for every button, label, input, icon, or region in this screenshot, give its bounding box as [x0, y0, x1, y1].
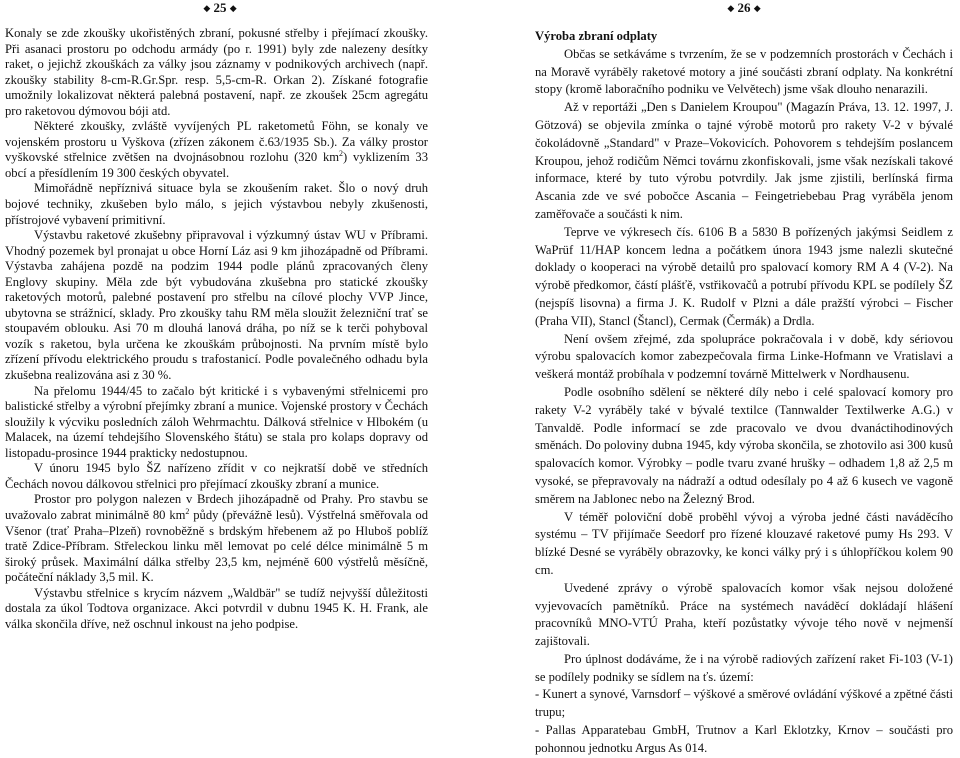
page-number-text: 26 — [737, 0, 751, 15]
paragraph: Až v reportáži „Den s Danielem Kroupou" (Magazín Práva, 13. 12. 1997, J. Götzová) se objevila zmínka o tajné výrobě motorů pro rakety V-2 v bývalé čokoládovně „Standard" v Praze–Vokovicích. Pohovorem s tehdejším poslancem Kroupou, jehož rodičům Němci továrnu zkonfiskovali, jsme však nezískali takové informace, které by tuto výrobu potvrdily. Jak jsme zjistili, berlínská firma Ascania zde ve své pobočce Ascania – Feingetriebebau Prag vyráběla jenom zaměřovače a součásti k nim. — [535, 100, 953, 221]
page-number-right — [535, 0, 953, 16]
list-item: - Kunert a synové, Varnsdorf – výškové a směrové ovládání výškové a zpětné části trupu; — [535, 687, 953, 720]
right-page-body — [535, 28, 953, 758]
diamond-ornament-icon: ◆ — [727, 3, 735, 13]
diamond-ornament-icon: ◆ — [229, 3, 237, 13]
paragraph: Podle osobního sdělení se některé díly nebo i celé spalovací komory pro rakety V-2 vyráběly také v bývalé textilce (Tannwalder Textilwerke A.G.) v Tanvaldě. Podle informací se zde pracovalo ve dvou dvanáctihodinových směnách. Do poloviny dubna 1945, kdy výroba skončila, se zhotovilo asi 300 kusů spalovacích komor. Výrobky – podle tvaru zvané hrušky – odhadem 1,8 až 2,5 m vysoké, se přepravovaly na nádraží a odtud odesílaly po 4 až 6 kusech ve vagoně směrem na Jablonec nebo na Železný Brod. — [535, 384, 953, 506]
paragraph: Výstavbu střelnice s krycím názvem „Waldbär" se tudíž nejvyšší důležitosti dostala za úkol Todtova organizace. Akci potvrdil v dubnu 1945 K. H. Frank, ale válka skončila dříve, než oschnul inkoust na jeho podpise. — [5, 585, 428, 631]
paragraph: Mimořádně nepříznivá situace byla se zkoušením raket. Šlo o nový druh bojové techniky, zkušeben bylo málo, s jejich výstavbou nebyly zkušenosti, přístrojové vybavení primitivní. — [5, 181, 428, 227]
paragraph: Není ovšem zřejmé, zda spolupráce pokračovala i v době, kdy sériovou výrobu spalovacích komor zabezpečovala firma Linke-Hofmann ve Vratislavi a veškerá montáž probíhala v podzemní továrně Mittelwerk v Nordhausenu. — [535, 331, 953, 382]
paragraph: Některé zkoušky, zvláště vyvíjených PL raketometů Föhn, se konaly ve vojenském prostoru u Vyškova (zřízen zákonem č.63/1935 Sb.). Za války prostor vyškovské střelnice zvětšen na dvojnásobnou rozlohu (320 $km^2$) vyklizením 33 obcí a přesídlením 19 300 českých obyvatel. — [5, 119, 428, 180]
left-page — [0, 0, 440, 650]
list-item: - Pallas Apparatebau GmbH, Trutnov a Karl Eklotzky, Krnov – součásti pro pohonnou jednotku Argus As 014. — [535, 723, 953, 755]
section-heading: Výroba zbraní odplaty — [535, 29, 658, 43]
paragraph: Výstavbu raketové zkušebny připravoval i výzkumný ústav WU v Příbrami. Vhodný pozemek byl pronajat u obce Horní Láz asi 9 km jihozápadně od Příbrami. Výstavba zahájena pozdě na podzim 1944 podle plánů zpracovaných členy Englovy skupiny. Měla zde být vybudována zkušebna pro statické zkoušky raketových motorů, palebné postavení pro střelbu na cílové plochy VVP Jince, ubytovna se strážnicí, sklady. Pro zkoušky tahu RM měla sloužit železniční trať se stoupavém oblouku. Asi 70 m dlouhá lanová dráha, po níž se k terči pohyboval vozík s raketou, byla určena ke zkouškám průbojnosti. Na prvním místě bylo zřízení přívodu elektrického proudu s trafostanicí. Podle povalečného odhadu byla zkušebna realizována asi z 30 %. — [5, 228, 428, 383]
page-number-left — [0, 0, 440, 16]
paragraph: Uvedené zprávy o výrobě spalovacích komor však nejsou doložené vyjevovacích pamětníků. Práce na systémech naváděcí dokládají hlášení pracovníků MNO-VTÚ Praha, kteří pozůstatky vývoje tého nově v nejmenší zajištovali. — [535, 580, 953, 649]
page-number-text: 25 — [213, 0, 227, 15]
paragraph: Na přelomu 1944/45 to začalo být kritické i s vybavenými střelnicemi pro balistické střelby a výrobní přejímky zbraní a munice. Vojenské prostory v Čechách sloužily k výcviku posledních záloh Wehrmachtu. Dálková střelnice v Hlbokém (u Malacek, na území tehdejšího Slovenského štátu) se stala pro kolaps dopravy od listopadu-prosince 1944 prakticky nedostupnou. — [5, 383, 428, 460]
paragraph: Pro úplnost dodáváme, že i na výrobě radiových zařízení raket Fi-103 (V-1) se podílely podniky se sídlem na ťs. území: — [535, 651, 953, 684]
diamond-ornament-icon: ◆ — [753, 3, 761, 13]
paragraph: V téměř poloviční době proběhl vývoj a výroba jedné části naváděcího systému – TV přijímače Seedorf pro řízené klouzavé raketové pumy Hs 293. V blízké Desné se vyráběly obrazovky, ke konci války prý i s úhlopříčkou kolem 90 cm. — [535, 509, 953, 577]
paragraph: Teprve ve výkresech čís. 6106 B a 5830 B pořízených jakýmsi Seidlem z WaPrüf 11/HAP koncem ledna a počátkem února 1943 jsme nalezli skutečné doklady o kooperaci na výrobě detailů pro spalovací komory RM A 4 (V-2). Na výrobě předkomor, částí plášťě, vstřikovačů a potrubí přívodu KPL se podílely ŠZ (nejspíš lisovna) a firma J. K. Rudolf v Plzni a dále pražští výrobci – Fischer (Praha VII), Stancl (Štancl), Cermak (Čermák) a Drdla. — [535, 224, 953, 328]
paragraph: V únoru 1945 bylo ŠZ nařízeno zřídit v co nejkratší době ve středních Čechách novou dálkovou střelnici pro přejímací zkoušky zbraní a munice. — [5, 461, 428, 491]
left-page-body — [0, 26, 440, 632]
paragraph: Konaly se zde zkoušky ukořistěných zbraní, pokusné střelby i přejímací zkoušky. Při asanaci prostoru po odchodu armády (po r. 1991) byly zde nalezeny desítky raket, o jejichž zkouškách za války jsou záznamy v podnikových archivech (např. zkoušky stability 8-cm-R.Gr.Spr. resp. 5,5-cm-R. Orkan 2). Získané fotografie umožnily lokalizovat některá palebná postavení, např. ze zkoušek 25cm agregátu pro raketovou dýmovou bóji atd. — [5, 26, 428, 118]
diamond-ornament-icon: ◆ — [203, 3, 211, 13]
paragraph: Prostor pro polygon nalezen v Brdech jihozápadně od Prahy. Pro stavbu se uvažovalo zabrat minimálně 80 $km^2$ půdy (převážně lesů). Výstřelná směřovala od Všenor (trať Praha–Plzeň) rovnoběžně s brdským hřebenem až po Hluboš poblíž tratě Zdice-Příbram. Střeleckou linku měl lemovat po celé délce minimálně 5 m široký průsek. Maximální dálka střelby 23,5 km, nejméně 600 výstřelů měsíčně, počáteční náklady 3,5 mil. K. — [5, 492, 428, 585]
paragraph: Občas se setkáváme s tvrzením, že se v podzemních prostorách v Čechách i na Moravě vyráběly raketové motory a jiné součásti zbraní odplaty. Na konkrétní stopy (kromě laboračního podniku ve Velvětech) jsme však dlouho nenarazili. — [535, 46, 953, 97]
right-page — [535, 0, 953, 755]
